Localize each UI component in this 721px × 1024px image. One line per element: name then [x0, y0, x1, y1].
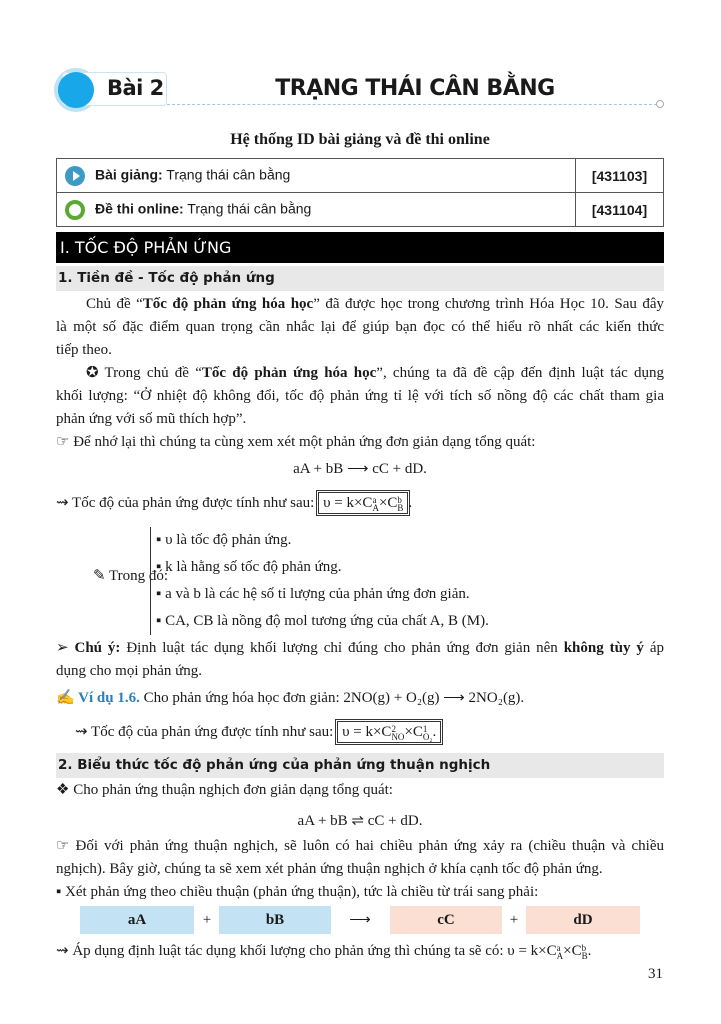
- id-table: [56, 158, 664, 227]
- paragraph-line: ⇝ Áp dụng định luật tác dụng khối lượng cho phản ứng thì chúng ta sẽ có: υ = k×Ca A×Cb B.: [56, 942, 592, 961]
- list-item: ▪ CA, CB là nồng độ mol tương ứng của chất A, B (M).: [156, 613, 489, 629]
- reactant-box: bB: [219, 906, 331, 934]
- page-number: 31: [648, 966, 663, 982]
- divider-end-icon: [656, 100, 664, 108]
- paragraph-line: nghịch). Bây giờ, chúng ta sẽ xem xét phản ứng thuận nghịch ở khía cạnh tốc độ phản ứng.: [56, 861, 603, 877]
- plus-sign: +: [509, 912, 519, 928]
- arrow-icon: ⟶: [349, 912, 371, 928]
- row-label: Đề thi online:: [95, 200, 184, 217]
- divider: [167, 104, 657, 105]
- section-heading: I. TỐC ĐỘ PHẢN ỨNG: [56, 232, 664, 263]
- page-title: TRẠNG THÁI CÂN BẰNG: [275, 76, 555, 101]
- paragraph-line: ✪ Trong chủ đề “Tốc độ phản ứng hóa học”, chúng ta đã đề cập đến định luật tác dụng: [86, 365, 664, 381]
- paragraph-line: ☞ Đối với phản ứng thuận nghịch, sẽ luôn có hai chiều phản ứng xảy ra (chiều thuận và chiều: [56, 838, 664, 854]
- paragraph-line: tiếp theo.: [56, 342, 112, 358]
- clock-icon: [65, 200, 85, 220]
- circle-icon: [58, 72, 94, 108]
- note-line: dụng cho mọi phản ứng.: [56, 663, 203, 679]
- table-row[interactable]: [57, 193, 664, 227]
- plus-sign: +: [202, 912, 212, 928]
- lesson-number: Bài 2: [107, 76, 164, 100]
- where-label: ✎ Trong đó:: [93, 568, 169, 584]
- equation: aA + bB ⇌ cC + dD.: [297, 813, 423, 829]
- equation: aA + bB ⟶ cC + dD.: [293, 461, 427, 477]
- list-item: ▪ a và b là các hệ số tỉ lượng của phản ứng đơn giản.: [156, 586, 470, 602]
- example-formula: υ = k×C2 NO×C1 O₂.: [337, 721, 441, 743]
- example-rate: ⇝ Tốc độ của phản ứng được tính như sau: υ = k×C2 NO×C1 O₂.: [75, 721, 683, 744]
- paragraph-line: khối lượng: “Ở nhiệt độ không đổi, tốc độ phản ứng tỉ lệ với tích số nồng độ các chất tham gia: [56, 388, 664, 404]
- row-id: [431104]: [576, 193, 664, 227]
- definition-list: [150, 527, 489, 635]
- example-line: ✍ Ví dụ 1.6. Cho phản ứng hóa học đơn giản: 2NO(g) + O₂(g) ⟶ 2NO₂(g).: [56, 690, 525, 706]
- rate-line: ⇝ Tốc độ của phản ứng được tính như sau: υ = k×Ca A×Cb B .: [56, 492, 664, 515]
- subsection-heading: 1. Tiền đề - Tốc độ phản ứng: [56, 266, 664, 291]
- list-item: ▪ k là hằng số tốc độ phản ứng.: [156, 559, 342, 575]
- paragraph-line: ❖ Cho phản ứng thuận nghịch đơn giản dạng tổng quát:: [56, 782, 393, 798]
- row-id: [431103]: [576, 159, 664, 193]
- table-row[interactable]: [57, 159, 664, 193]
- product-box: dD: [526, 906, 640, 934]
- paragraph-line: phản ứng với số mũ thích hợp”.: [56, 411, 247, 427]
- rate-formula: υ = k×Ca A×Cb B: [318, 492, 408, 514]
- subsection-heading: 2. Biểu thức tốc độ phản ứng của phản ứng thuận nghịch: [56, 753, 664, 778]
- product-box: cC: [390, 906, 502, 934]
- row-label: Bài giảng:: [95, 166, 163, 183]
- note-line: ➢ Chú ý: Định luật tác dụng khối lượng chỉ đúng cho phản ứng đơn giản nên không tùy ý áp: [56, 640, 664, 656]
- id-system-title: Hệ thống ID bài giảng và đề thi online: [230, 131, 490, 148]
- paragraph-line: ☞ Để nhớ lại thì chúng ta cùng xem xét một phản ứng đơn giản dạng tổng quát:: [56, 434, 536, 450]
- list-item: ▪ υ là tốc độ phản ứng.: [156, 532, 292, 548]
- row-text: Trạng thái cân bằng: [162, 166, 291, 183]
- forward-rate-formula: υ = k×Ca A×Cb B.: [507, 942, 592, 961]
- play-icon: [65, 166, 85, 186]
- paragraph-line: là một số đặc điểm quan trọng cần nhắc lại để giúp bạn đọc có thể hiểu rõ nhất các kiến thức: [56, 319, 664, 335]
- reactant-box: aA: [80, 906, 194, 934]
- paragraph-line: Chủ đề “Tốc độ phản ứng hóa học” đã được học trong chương trình Hóa Học 10. Sau đây: [86, 296, 664, 312]
- paragraph-line: ▪ Xét phản ứng theo chiều thuận (phản ứng thuận), tức là chiều từ trái sang phải:: [56, 884, 539, 900]
- row-text: Trạng thái cân bằng: [183, 200, 312, 217]
